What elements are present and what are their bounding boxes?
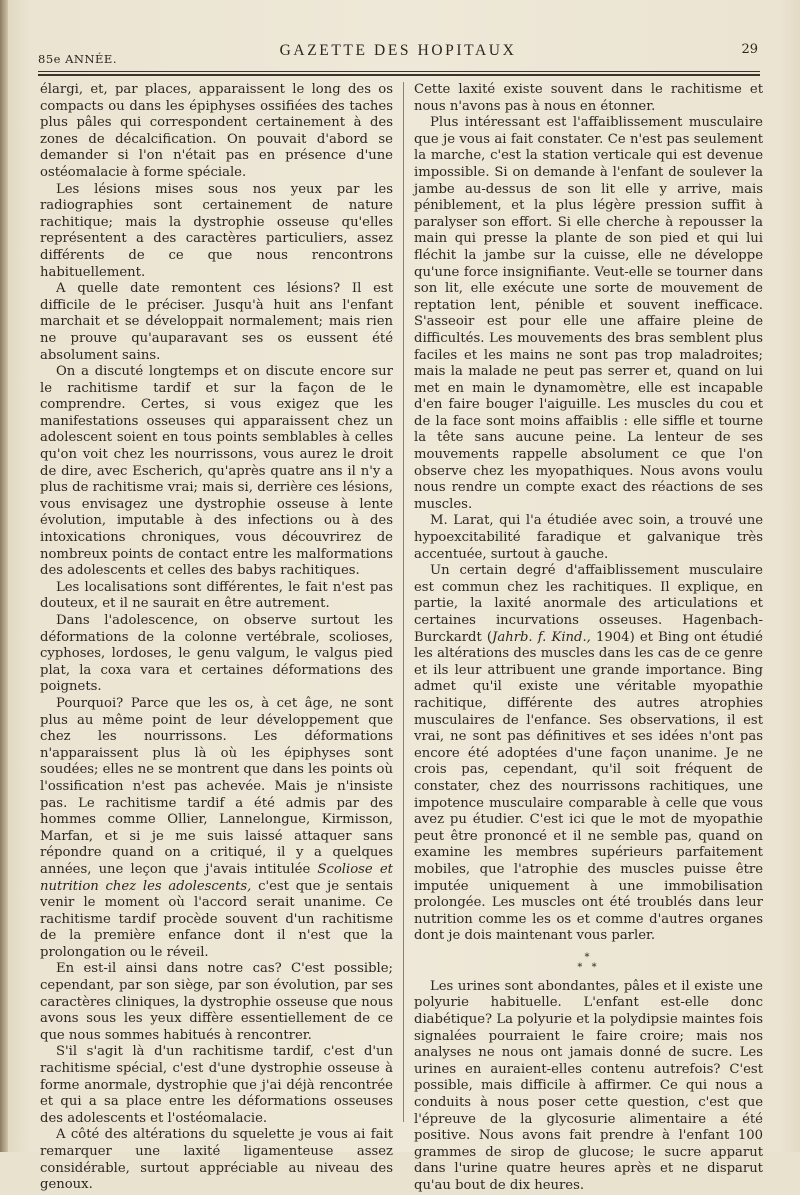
paragraph [40, 696, 393, 962]
paragraph: Les localisations sont différentes, le fait n'est pas douteux, et il ne saurait en être autrement. [40, 579, 393, 612]
header-rule-thin [38, 71, 760, 72]
page-header [38, 38, 758, 68]
paragraph: S'il s'agit là d'un rachitisme tardif, c'est d'un rachitisme spécial, c'est d'une dystrophie osseuse à forme anormale, dystrophie que j'ai déjà rencontrée et qui a sa place entre les déformations osseuses des adolescents et l'ostéomalacie. [40, 1044, 393, 1126]
paragraph-text: 1904) et Bing ont étudié les altérations des muscles dans les cas de ce genre et ils leur attribuent une grande importance. Bing admet qu'il existe une véritable myopathie rachitique, différente des autres atrophies musculaires de l'enfance. Ses observations, il est vrai, ne sont pas définitives et ses idées n'ont pas encore été adoptées d'une façon unanime. Je ne crois pas, cependant, qu'il soit fréquent de constater, chez des nourrissons rachitiques, une impotence musculaire comparable à celle que vous avez pu étudier. C'est ici que le mot de myopathie peut être prononcé et il ne semble pas, quand on examine les membres supérieurs parfaitement mobiles, que l'atrophie des muscles puisse être imputée uniquement à une immobilisation prolongée. Les muscles ont été troublés dans leur nutrition comme les os et comme d'autres organes dont je dois maintenant vous parler. [414, 629, 763, 944]
issue-year: 85e ANNÉE. [38, 52, 117, 66]
paragraph: A côté des altérations du squelette je vous ai fait remarquer une laxité ligamenteuse assez considérable, surtout appréciable au niveau des genoux. [40, 1127, 393, 1193]
left-column [40, 82, 394, 1193]
paragraph-text: Pourquoi? Parce que les os, à cet âge, ne sont plus au même point de leur développement que chez les nourrissons. Les déformations n'apparaissent plus là où les épiphyses sont soudées; elles ne se montrent que dans les points où l'ossification n'est pas achevée. Mais je n'insiste pas. Le rachitisme tardif a été admis par des hommes comme Ollier, Lannelongue, Kirmisson, Marfan, et si je me suis laissé attaquer sans répondre quand on a critiqué, il y a quelques années, une leçon que j'avais intitulée [40, 695, 393, 877]
paragraph: En est-il ainsi dans notre cas? C'est possible; cependant, par son siège, par son évolution, par ses caractères cliniques, la dystrophie osseuse que nous avons sous les yeux diffère essentiellement de ce que nous sommes habitués à rencontrer. [40, 961, 393, 1043]
paragraph: Plus intéressant est l'affaiblissement musculaire que je vous ai fait constater. Ce n'est pas seulement la marche, c'est la station verticale qui est devenue impossible. Si on demande à l'enfant de soulever la jambe au-dessus de son lit elle y arrive, mais péniblement, et la plus légère pression suffit à paralyser son effort. Si elle cherche à repousser la main qui presse la plante de son pied et qui lui fléchit la jambe sur la cuisse, elle ne développe qu'une force insignifiante. Veut-elle se tourner dans son lit, elle exécute une sorte de mouvement de reptation lent, pénible et souvent inefficace. S'asseoir est pour elle une affaire pleine de difficultés. Les mouvements des bras semblent plus faciles et les mains ne sont pas trop maladroites; mais la malade ne peut pas serrer et, quand on lui met en main le dynamomètre, elle est incapable d'en faire bouger l'aiguille. Les muscles du cou et de la face sont moins affaiblis : elle siffle et tourne la tête sans aucune peine. La lenteur de ses mouvements rappelle absolument ce que l'on observe chez les myopathiques. Nous avons voulu nous rendre un compte exact des réactions de ses muscles. [414, 115, 763, 512]
paragraph: élargi, et, par places, apparaissent le long des os compacts ou dans les épiphyses ossifiées des taches plus pâles qui correspondent certainement à des zones de décalcification. On pouvait d'abord se demander si l'on n'était pas en présence d'une ostéomalacie à forme spéciale. [40, 82, 393, 180]
paragraph: A quelle date remontent ces lésions? Il est difficile de le préciser. Jusqu'à huit ans l'enfant marchait et se développait normalement; mais rien ne prouve qu'auparavant ses os eussent été absolument sains. [40, 281, 393, 363]
paragraph: Les urines sont abondantes, pâles et il existe une polyurie habituelle. L'enfant est-elle donc diabétique? La polyurie et la polydipsie maintes fois signalées pourraient le faire croire; mais nos analyses ne nous ont jamais donné de sucre. Les urines en auraient-elles contenu autrefois? C'est possible, mais difficile à affirmer. Ce qui nous a conduits à nous poser cette question, c'est que l'épreuve de la glycosurie alimentaire a été positive. Nous avons fait prendre à l'enfant 100 grammes de sirop de glucose; le sucre apparut dans l'urine quatre heures après et ne disparut qu'au bout de dix heures. [414, 978, 763, 1193]
paragraph: Cette laxité existe souvent dans le rachitisme et nous n'avons pas à nous en étonner. [414, 82, 763, 114]
page-binding-edge [0, 0, 8, 1152]
journal-reference: Jahrb. f. Kind., [492, 629, 591, 645]
paragraph: M. Larat, qui l'a étudiée avec soin, a trouvé une hypoexcitabilité faradique et galvanique très accentuée, surtout à gauche. [414, 513, 763, 562]
column-divider [403, 82, 404, 1122]
section-separator [414, 953, 763, 973]
page-number: 29 [741, 42, 758, 57]
paragraph-text: c'est que je sentais venir le moment où l'accord serait unanime. Ce rachitisme tardif procède souvent d'un rachitisme de la première enfance dont il n'est que la prolongation ou le réveil. [40, 878, 394, 960]
paragraph: Dans l'adolescence, on observe surtout les déformations de la colonne vertébrale, scolioses, cyphoses, lordoses, le genu valgum, le valgus pied plat, la coxa vara et certaines déformations des poignets. [40, 613, 393, 695]
paragraph: On a discuté longtemps et on discute encore sur le rachitisme tardif et sur la façon de le comprendre. Certes, si vous exigez que les manifestations osseuses qui apparaissent chez un adolescent soient en tous points semblables à celles qu'on voit chez les nourrissons, vous aurez le droit de dire, avec Escherich, qu'après quatre ans il n'y a plus de rachitisme vrai; mais si, derrière ces lésions, vous envisagez une dystrophie osseuse à lente évolution, imputable à des infections ou à des intoxications chroniques, vous découvrirez de nombreux points de contact entre les malformations des adolescents et celles des babys rachitiques. [40, 364, 393, 579]
journal-title: GAZETTE DES HOPITAUX [279, 42, 517, 59]
right-column [414, 82, 763, 1193]
lecture-title: Scoliose et nutrition chez les adolescents, [40, 861, 393, 894]
paragraph [414, 563, 763, 945]
header-rule-thick [38, 74, 760, 76]
paragraph-text: Un certain degré d'affaiblissement musculaire est commun chez les rachitiques. Il explique, en partie, la laxité anormale des articulations et certaines incurvations osseuses. Hagenbach-Burckardt ( [414, 563, 763, 645]
paragraph: Les lésions mises sous nos yeux par les radiographies sont certainement de nature rachitique; mais la dystrophie osseuse qu'elles représentent a des caractères particuliers, assez différents de ce que nous rencontrons habituellement. [40, 181, 393, 280]
separator-asterisks: * * [577, 961, 600, 973]
separator-asterisk: * [584, 951, 593, 963]
